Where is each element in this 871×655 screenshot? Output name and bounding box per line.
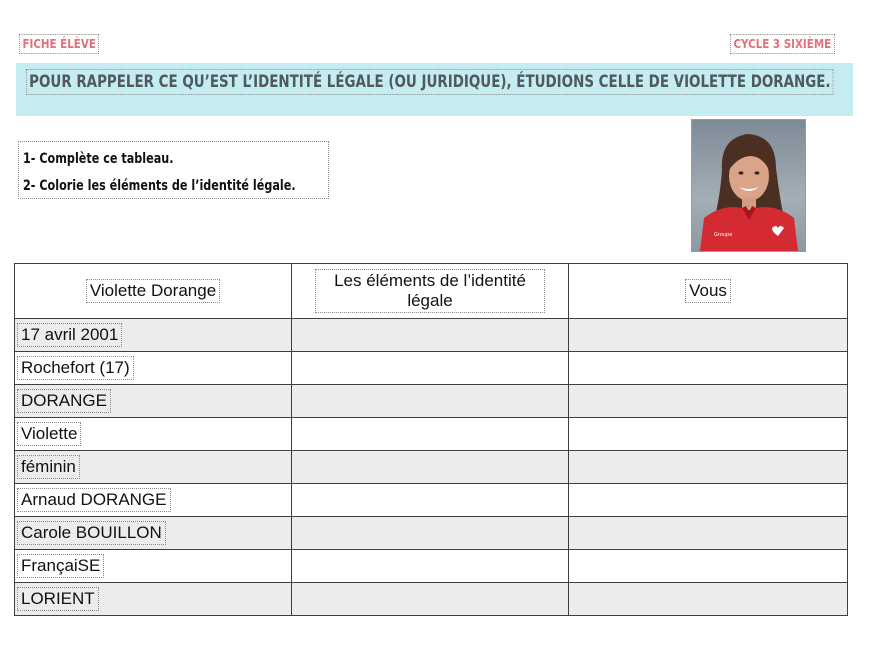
- row-value: Arnaud DORANGE: [17, 488, 171, 512]
- fill-in-cell[interactable]: [569, 484, 848, 517]
- row-value: DORANGE: [17, 389, 111, 413]
- header-cell-violette: [15, 264, 292, 319]
- table-row: [15, 550, 848, 583]
- fill-in-cell[interactable]: [292, 517, 569, 550]
- row-value: Violette: [17, 422, 81, 446]
- page-title: POUR RAPPELER CE QU’EST L’IDENTITÉ LÉGALE (OU JURIDIQUE), ÉTUDIONS CELLE DE VIOLETTE DORANGE.: [26, 69, 834, 95]
- header-vous: Vous: [685, 279, 731, 303]
- fill-in-cell[interactable]: [569, 352, 848, 385]
- fill-in-cell[interactable]: [569, 583, 848, 616]
- fiche-eleve-tag: FICHE ÉLÈVE: [19, 34, 99, 54]
- table-row: [15, 352, 848, 385]
- row-value: FrançaiSE: [17, 554, 104, 578]
- table-row: [15, 517, 848, 550]
- fill-in-cell[interactable]: [569, 550, 848, 583]
- table-row: [15, 385, 848, 418]
- fill-in-cell[interactable]: [569, 418, 848, 451]
- fill-in-cell[interactable]: [292, 319, 569, 352]
- header-cell-vous: [569, 264, 848, 319]
- svg-text:Groupe: Groupe: [714, 232, 733, 238]
- cycle-tag: CYCLE 3 SIXIÈME: [730, 34, 835, 54]
- instructions-box: [18, 141, 329, 199]
- row-value: 17 avril 2001: [17, 323, 122, 347]
- fill-in-cell[interactable]: [569, 517, 848, 550]
- row-value: Carole BOUILLON: [17, 521, 166, 545]
- header-violette: Violette Dorange: [86, 279, 220, 303]
- identity-table: [14, 263, 848, 616]
- fill-in-cell[interactable]: [292, 385, 569, 418]
- table-row: [15, 319, 848, 352]
- table-row: [15, 451, 848, 484]
- fill-in-cell[interactable]: [569, 319, 848, 352]
- fill-in-cell[interactable]: [292, 550, 569, 583]
- fill-in-cell[interactable]: [292, 352, 569, 385]
- portrait-photo: [691, 119, 806, 252]
- title-banner: [16, 63, 853, 116]
- fill-in-cell[interactable]: [292, 583, 569, 616]
- instruction-2: 2- Colorie les éléments de l’identité légale.: [23, 178, 296, 194]
- instruction-1: 1- Complète ce tableau.: [23, 151, 174, 167]
- fill-in-cell[interactable]: [292, 451, 569, 484]
- fill-in-cell[interactable]: [292, 484, 569, 517]
- fill-in-cell[interactable]: [569, 385, 848, 418]
- table-header-row: [15, 264, 848, 319]
- header-cell-elements: [292, 264, 569, 319]
- fill-in-cell[interactable]: [569, 451, 848, 484]
- header-elements: Les éléments de l’identité légale: [315, 269, 545, 313]
- fill-in-cell[interactable]: [292, 418, 569, 451]
- row-value: féminin: [17, 455, 80, 479]
- row-value: Rochefort (17): [17, 356, 134, 380]
- table-row: [15, 418, 848, 451]
- row-value: LORIENT: [17, 587, 99, 611]
- table-row: [15, 583, 848, 616]
- table-row: [15, 484, 848, 517]
